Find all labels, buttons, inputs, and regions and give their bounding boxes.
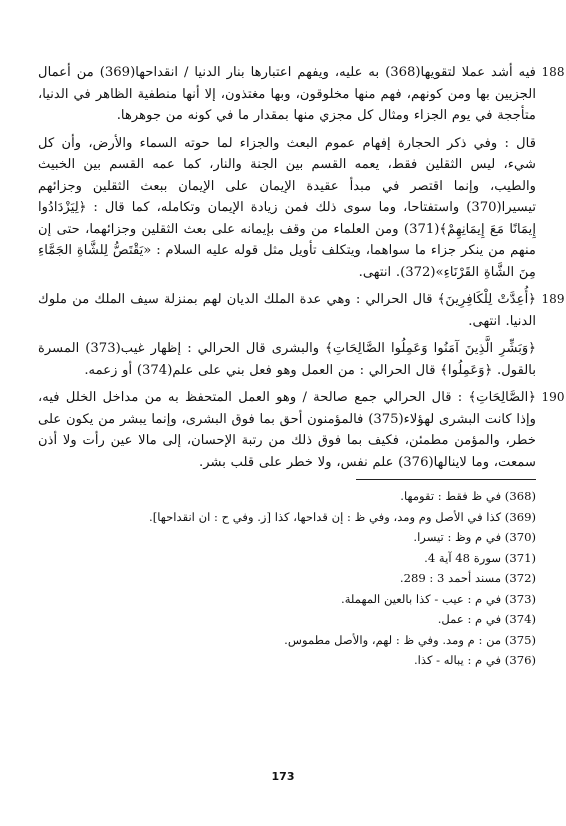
footnote: (368) في ظ فقط : تقومها. [400,489,536,503]
paragraph-text: فيه أشد عملا لتقويها(368) به عليه، ويفهم اعتبارها بنار الدنيا / انقداحها(369) من أعمال الجزيين بها ومن كونهم، فهم منها مخلوقون، وبها مغتذون، إلا أنها منطفية الظاهر في الدنيا، متأججة في يوم الجزاء ومثال كل مجزي منها بمقدار ما في كونه من جوهرها. [38,65,536,123]
footnote: (375) من : م ومد. وفي ظ : لهم، والأصل مطموس. [284,632,536,647]
paragraph-189 [38,289,565,332]
page-number: 173 [271,770,295,783]
paragraph-190 [38,387,565,473]
verse-number: 190 [541,390,565,404]
paragraph-text: ﴿الصَّالِحَاتِ﴾ : قال الحرالي جمع صالحة / وهو العمل المتحفظ به من مداخل الخلل فيه، وإذا كانت البشرى لهؤلاء(375) فالمؤمنون أحق بما فوق البشرى، وإنما يبشر من يكون على خطر، والمؤمن مطمئن، فكيف بما فوق ذلك من رتبة الإحسان، إلى مالا عين رأت ولا أذن سمعت، وما لاينالها(376) علم نفس، ولا خطر على قلب بشر. [38,390,536,470]
paragraph-text: ﴿أُعِدَّتْ لِلْكَافِرِينَ﴾ قال الحرالي : وهي عدة الملك الديان لهم بمنزلة سيف الملك من ملوك الدنيا. انتهى. [38,292,536,329]
footnote: (371) سورة 48 آية 4. [424,550,536,565]
footnote: (372) مسند أحمد 3 : 289. [399,571,536,585]
footnote: (373) في م : عيب - كذا بالعين المهملة. [341,591,536,606]
verse-number: 189 [541,292,565,306]
paragraph-bashir [38,338,536,381]
footnote: (370) في م وظ : تيسرا. [413,530,536,544]
footnote: (374) في م : عمل. [437,612,536,626]
paragraph-text: ﴿وَبَشِّرِ الَّذِينَ آمَنُوا وَعَمِلُوا الصَّالِحَاتِ﴾ والبشرى قال الحرالي : إظهار غيب(373) المسرة بالقول. ﴿وَعَمِلُوا﴾ قال الحرالي : من العمل وهو فعل بني على علم(374) أو زعمه. [38,341,537,378]
footnote: (369) كذا في الأصل وم ومد، وفي ظ : إن قداحها، كذا [ز. وفي ح : ان انقداحها]. [149,509,536,524]
paragraph-188 [38,62,565,127]
paragraph-qala [38,133,536,284]
footnote-divider [356,479,536,480]
verse-number: 188 [541,65,565,79]
footnote: (376) في م : يباله - كذا. [413,653,536,667]
paragraph-text: قال : وفي ذكر الحجارة إفهام عموم البعث والجزاء لما حوته السماء والأرض، وأن كل شيء، ليس الثقلين فقط، يعمه القسم بين الجنة والنار، كما عمه القسم بين الخبيث والطيب، وإنما اقتصر في مبدأ عقيدة الإيمان على الإيمان ببعث الثقلين وجزائهم تيسيرا(370) واستفتاحا، وما سوى ذلك فمن زيادة الإيمان وتكامله، كما قال : ﴿لِيَزْدَادُوا إِيمَانًا مَعَ إِيمَانِهِمْ﴾(371) ومن العلماء من وقف بإيمانه على بعث الثقلين وجزائهما، حتى إن منهم من ينكر جزاء ما سواهما، ويتكلف تأويل مثل قوله عليه السلام : «يَقْتَصُّ لِلشَّاةِ الجَمَّاءِ مِنَ الشَّاةِ القَرْنَاءِ»(372). انتهى. [38,135,536,280]
footnotes [38,486,536,671]
